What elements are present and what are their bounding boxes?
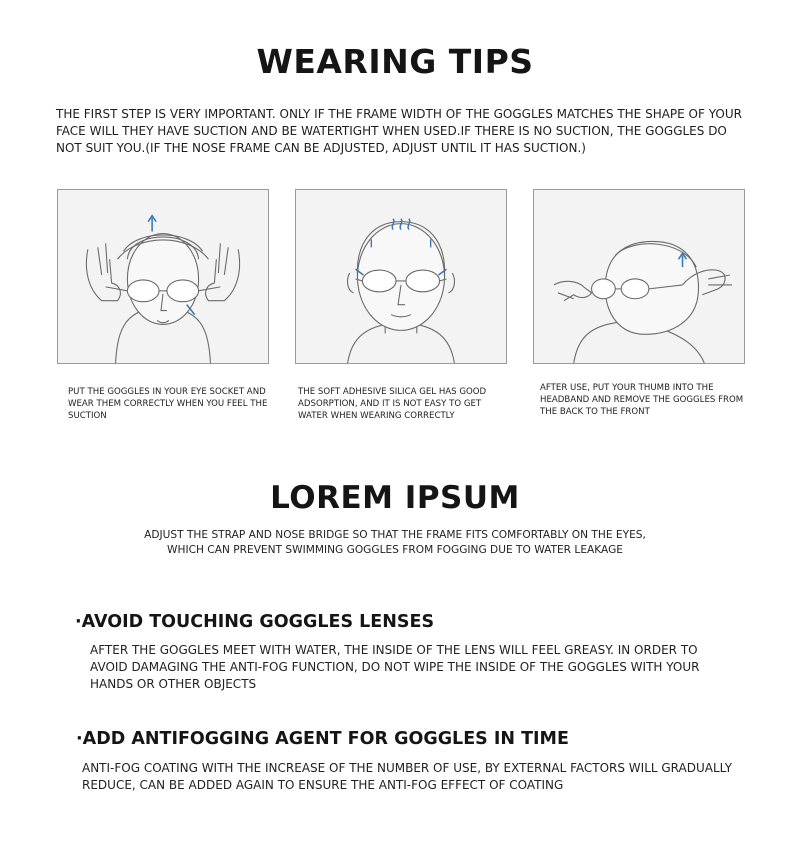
- step-2-illustration: [295, 189, 507, 364]
- tip-1-heading: ·AVOID TOUCHING GOGGLES LENSES: [75, 612, 435, 632]
- intro-text: THE FIRST STEP IS VERY IMPORTANT. ONLY IF THE FRAME WIDTH OF THE GOGGLES MATCHES THE SHAPE OF YOUR FACE WILL THEY HAVE SUCTION AND BE WATERTIGHT WHEN USED.IF THERE IS NO SUCTION, THE GOGGLES DO NOT SUIT YOU.(IF THE NOSE FRAME CAN BE ADJUSTED, ADJUST UNTIL IT HAS SUCTION.): [56, 107, 742, 155]
- tip-1-body: AFTER THE GOGGLES MEET WITH WATER, THE INSIDE OF THE LENS WILL FEEL GREASY. IN ORDER TO AVOID DAMAGING THE ANTI-FOG FUNCTION, DO NOT WIPE THE INSIDE OF THE GOGGLES WITH YOUR HANDS OR OTHER OBJECTS: [90, 643, 700, 691]
- step-1-caption: PUT THE GOGGLES IN YOUR EYE SOCKET AND WEAR THEM CORRECTLY WHEN YOU FEEL THE SUCTION: [68, 387, 268, 421]
- step-3-illustration: [533, 189, 745, 364]
- step-2-caption: THE SOFT ADHESIVE SILICA GEL HAS GOOD ADSORPTION, AND IT IS NOT EASY TO GET WATER WHEN WEARING CORRECTLY: [298, 387, 487, 421]
- step-3-caption: AFTER USE, PUT YOUR THUMB INTO THE HEADBAND AND REMOVE THE GOGGLES FROM THE BACK TO THE FRONT: [540, 383, 744, 417]
- section-subtitle-line-1: ADJUST THE STRAP AND NOSE BRIDGE SO THAT THE FRAME FITS COMFORTABLY ON THE EYES,: [144, 529, 646, 541]
- section-subtitle: [0, 528, 790, 558]
- section-title: LOREM IPSUM: [270, 480, 520, 516]
- step-1-illustration: [57, 189, 269, 364]
- tip-2-body: ANTI-FOG COATING WITH THE INCREASE OF THE NUMBER OF USE, BY EXTERNAL FACTORS WILL GRADUALLY REDUCE, CAN BE ADDED AGAIN TO ENSURE THE ANTI-FOG EFFECT OF COATING: [82, 761, 733, 792]
- page-title: WEARING TIPS: [256, 42, 534, 81]
- section-subtitle-line-2: WHICH CAN PREVENT SWIMMING GOGGLES FROM FOGGING DUE TO WATER LEAKAGE: [167, 544, 623, 556]
- tip-2-heading: ·ADD ANTIFOGGING AGENT FOR GOGGLES IN TIME: [76, 729, 569, 749]
